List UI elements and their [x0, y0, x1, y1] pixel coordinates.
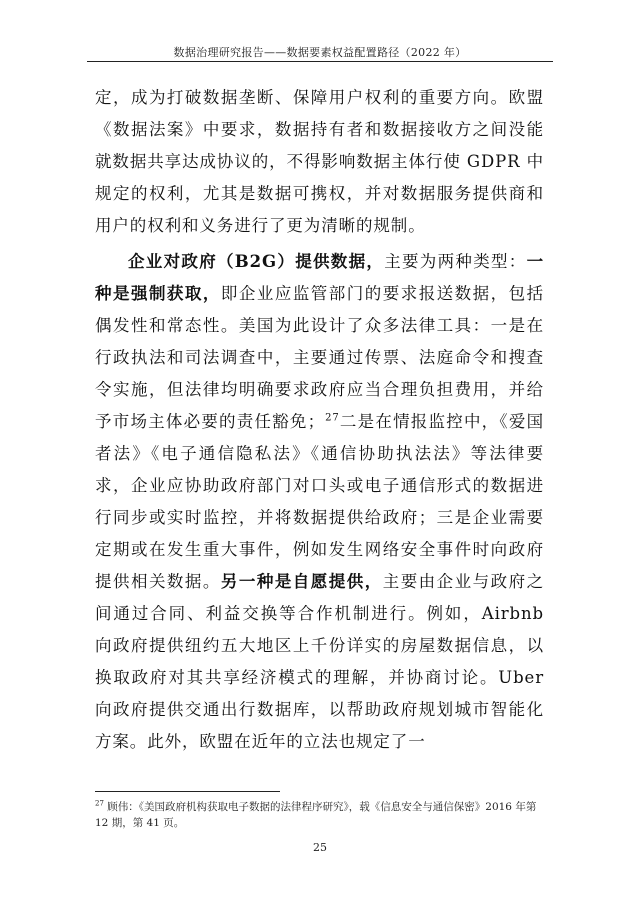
- footnote-divider: [95, 791, 280, 792]
- footnote-ref[interactable]: 27: [325, 412, 340, 424]
- paragraph-2: [95, 246, 544, 758]
- p2-text-3: 二是在情报监控中，《爱国者法》《电子通信隐私法》《通信协助执法法》等法律要求，企业应协助政府部门对口头或电子通信形式的数据进行同步或实时监控，并将数据提供给政府；三是企业需要定期或在发生重大事件，例如发生网络安全事件时向政府提供相关数据。: [95, 412, 544, 591]
- p2-text-4: 主要由企业与政府之间通过合同、利益交换等合作机制进行。例如，Airbnb 向政府提供纽约五大地区上千份详实的房屋数据信息，以换取政府对其共享经济模式的理解，并协商讨论。Uber 向政府提供交通出行数据库，以帮助政府规划城市智能化方案。此外，欧盟在近年的立法也规定了一: [95, 572, 544, 751]
- voluntary-type-label: 另一种是自愿提供，: [220, 572, 383, 591]
- header-divider: [87, 61, 553, 62]
- footnote-number: 27: [95, 799, 104, 808]
- p2-text-1: 主要为两种类型：: [384, 252, 527, 271]
- footnote-text: 顾伟：《美国政府机构获取电子数据的法律程序研究》，载《信息安全与通信保密》2016 年第 12 期，第 41 页。: [95, 801, 537, 829]
- p2-text-2: 即企业应监管部门的要求报送数据，包括偶发性和常态性。美国为此设计了众多法律工具：一是在行政执法和司法调查中，主要通过传票、法庭命令和搜查令实施，但法律均明确要求政府应当合理负担费用，并给予市场主体必要的责任豁免；: [95, 284, 544, 431]
- paragraph-1: 定，成为打破数据垄断、保障用户权利的重要方向。欧盟《数据法案》中要求，数据持有者和数据接收方之间没能就数据共享达成协议的，不得影响数据主体行使 GDPR 中规定的权利，尤其是数据可携权，并对数据服务提供商和用户的权利和义务进行了更为清晰的规制。: [95, 88, 544, 235]
- b2g-heading: 企业对政府（B2G）提供数据，: [128, 252, 385, 271]
- running-header: 数据治理研究报告——数据要素权益配置路径（2022 年）: [173, 46, 467, 59]
- footnote: [95, 799, 544, 831]
- mandatory-type-label: 一种是强制获取，: [95, 252, 544, 303]
- page-number: 25: [313, 841, 327, 854]
- main-text: [95, 82, 544, 758]
